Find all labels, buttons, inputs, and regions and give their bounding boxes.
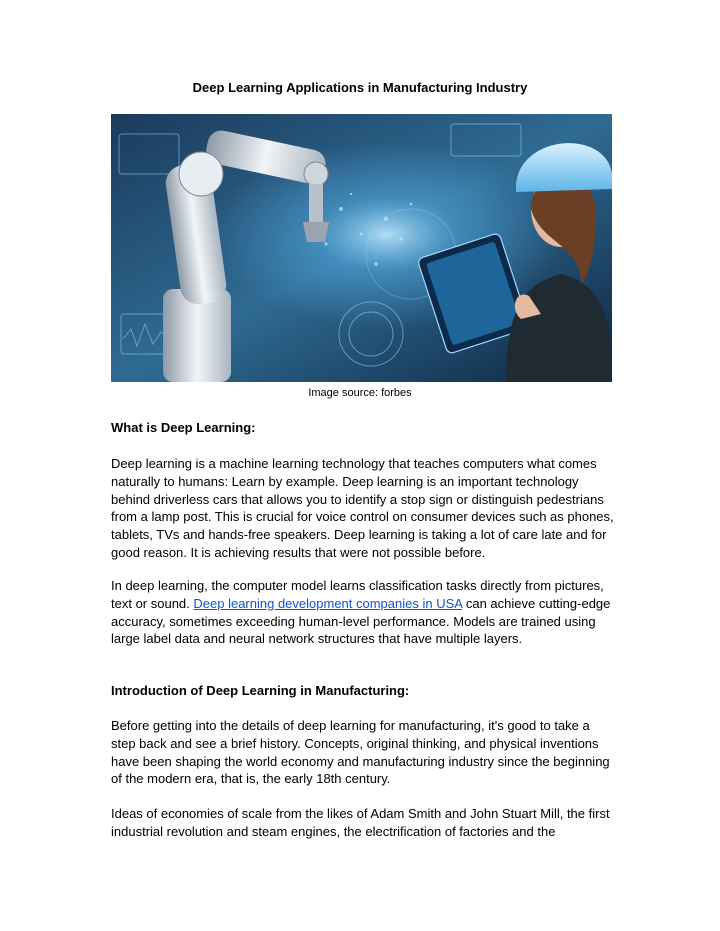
paragraph-manufacturing-history: Before getting into the details of deep learning for manufacturing, it's good to take a step back and see a brief history. Concepts, original thinking, and physical inventions have been shaping the world economy and manufacturing industry since the beginning of the modern era, that is, the early 18th century. bbox=[111, 718, 610, 787]
section-heading-introduction-manufacturing: Introduction of Deep Learning in Manufacturing: bbox=[111, 683, 410, 698]
document-title: Deep Learning Applications in Manufacturing Industry bbox=[192, 80, 528, 95]
hero-image-robot-arm-and-engineer bbox=[111, 114, 612, 382]
paragraph-text-after-link: can achieve cutting-edge accuracy, sometimes exceeding human-level performance. Models are trained using large label data and neural network structures that have multiple layers. bbox=[111, 595, 611, 647]
image-caption: Image source: forbes bbox=[308, 387, 412, 399]
paragraph-deep-learning-definition: Deep learning is a machine learning technology that teaches computers what comes naturally to humans: Learn by example. Deep learning is an important technology behind driverless cars that allows you to identify a stop sign or distinguish pedestrians from a lamp post. This is crucial for voice control on consumer devices such as phones, tablets, TVs and hands-free speakers. Deep learning is taking a lot of care late and for good reason. It is achieving results that were not possible before. bbox=[111, 456, 614, 560]
section-heading-what-is-deep-learning: What is Deep Learning: bbox=[111, 420, 256, 435]
paragraph-text-before-link: In deep learning, the computer model learns classification tasks directly from pictures, text or sound. bbox=[111, 578, 604, 611]
deep-learning-companies-link[interactable]: Deep learning development companies in USA bbox=[193, 595, 463, 611]
paragraph-economies-of-scale: Ideas of economies of scale from the likes of Adam Smith and John Stuart Mill, the first industrial revolution and steam engines, the electrification of factories and the bbox=[111, 806, 610, 839]
paragraph-deep-learning-classification bbox=[111, 577, 616, 648]
